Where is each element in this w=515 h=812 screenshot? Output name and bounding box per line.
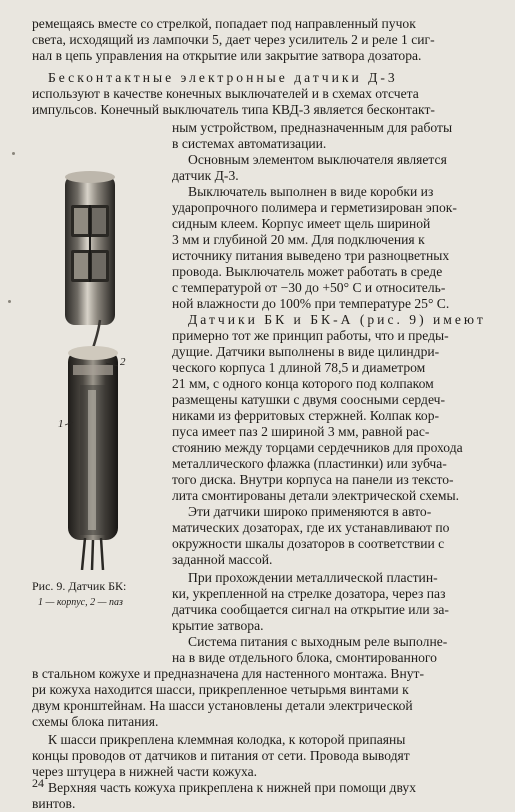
text-line: ки, укрепленной на стрелке дозатора, через паз <box>172 586 446 601</box>
text-line: нал в цепь управления на открытие или закрытие затвора дозатора. <box>32 48 422 63</box>
text-line: 21 мм, с одного конца которого под колпаком <box>172 376 434 391</box>
text-line: в системах автоматизации. <box>172 136 327 151</box>
figure-label-slot: 2 <box>120 356 126 368</box>
text-line: пуса имеет паз 2 шириной 3 мм, равной рас- <box>172 424 430 439</box>
text-line: стоянию между торцами сердечников для прохода <box>172 440 463 455</box>
text-line: матических дозаторах, где их устанавливают по <box>172 520 450 535</box>
text-line: ным устройством, предназначенным для работы <box>172 120 453 135</box>
sensor-figure <box>40 160 170 570</box>
text-line: винтов. <box>32 796 76 811</box>
text-line: Бесконтактные электронные датчики Д-3 <box>48 70 398 85</box>
text-line: источнику питания выведено три разноцветных <box>172 248 450 263</box>
text-line: того диска. Внутри корпуса на панели из тексто- <box>172 472 454 487</box>
figure-label-body: 1 <box>58 418 64 430</box>
text-line: Датчики БК и БК-А (рис. 9) имеют <box>188 312 486 327</box>
text-line: схемы блока питания. <box>32 714 159 729</box>
text-line: К шасси прикреплена клеммная колодка, к которой припаяны <box>48 732 406 747</box>
text-line: ной влажности до 100% при температуре 25° С. <box>172 296 450 311</box>
text-line: 3 мм и глубиной 20 мм. Для подключения к <box>172 232 425 247</box>
text-line: через штуцера в нижней части кожуха. <box>32 764 258 779</box>
text-line: в стальном кожухе и предназначена для настенного монтажа. Внут- <box>32 666 424 681</box>
text-line: ремещаясь вместе со стрелкой, попадает под направленный пучок <box>32 16 416 31</box>
text-line: света, исходящий из лампочки 5, дает через усилитель 2 и реле 1 сиг- <box>32 32 435 47</box>
text-line: концы проводов от датчиков и питания от сети. Провода выводят <box>32 748 410 763</box>
text-line: лита смонтированы детали электрической схемы. <box>172 488 459 503</box>
text-line: заданной массой. <box>172 552 273 567</box>
text-line: на в виде отдельного блока, смонтированного <box>172 650 437 665</box>
text-line: с температурой от −30 до +50° С и относитель- <box>172 280 446 295</box>
text-line: датчика сообщается сигнал на открытие или за- <box>172 602 449 617</box>
text-line: Система питания с выходным реле выполне- <box>188 634 448 649</box>
sensor-illustration <box>40 160 170 570</box>
text-line: окружности шкалы дозаторов в соответствии с <box>172 536 445 551</box>
text-line: датчик Д-3. <box>172 168 239 183</box>
text-line: импульсов. Конечный выключатель типа КВД-3 является бесконтакт- <box>32 102 435 117</box>
sensor-cap <box>65 171 115 325</box>
text-line: ри кожуха находится шасси, прикрепленное четырьмя винтами к <box>32 682 409 697</box>
text-line: двум кронштейнам. На шасси установлены детали электрической <box>32 698 413 713</box>
text-line: металлического флажка (пластинки) или зубча- <box>172 456 447 471</box>
text-line: дущие. Датчики выполнены в виде цилиндри- <box>172 344 440 359</box>
page-number: 24 <box>32 776 44 790</box>
text-line: провода. Выключатель может работать в среде <box>172 264 443 279</box>
text-line: Эти датчики широко применяются в авто- <box>188 504 432 519</box>
text-line: используют в качестве конечных выключателей и в схемах отсчета <box>32 86 419 101</box>
text-line: никами из ферритовых стержней. Колпак кор- <box>172 408 440 423</box>
text-line: сидным клеем. Корпус имеет щель шириной <box>172 216 431 231</box>
text-line: Верхняя часть кожуха прикреплена к нижней при помощи двух <box>48 780 416 795</box>
figure-caption: Рис. 9. Датчик БК: <box>32 579 127 593</box>
text-line: ударопрочного полимера и герметизирован эпок- <box>172 200 457 215</box>
text-line: При прохождении металлической пластин- <box>188 570 438 585</box>
sensor-body <box>68 346 118 540</box>
figure-caption-legend: 1 — корпус, 2 — паз <box>38 597 123 608</box>
text-line: Основным элементом выключателя является <box>188 152 447 167</box>
text-line: крытие затвора. <box>172 618 264 633</box>
text-line: Выключатель выполнен в виде коробки из <box>188 184 434 199</box>
text-line: примерно тот же принцип работы, что и преды- <box>172 328 449 343</box>
text-line: ческого корпуса 1 длиной 78,5 и диаметром <box>172 360 426 375</box>
text-line: размещены катушки с двумя соосными сердеч- <box>172 392 446 407</box>
